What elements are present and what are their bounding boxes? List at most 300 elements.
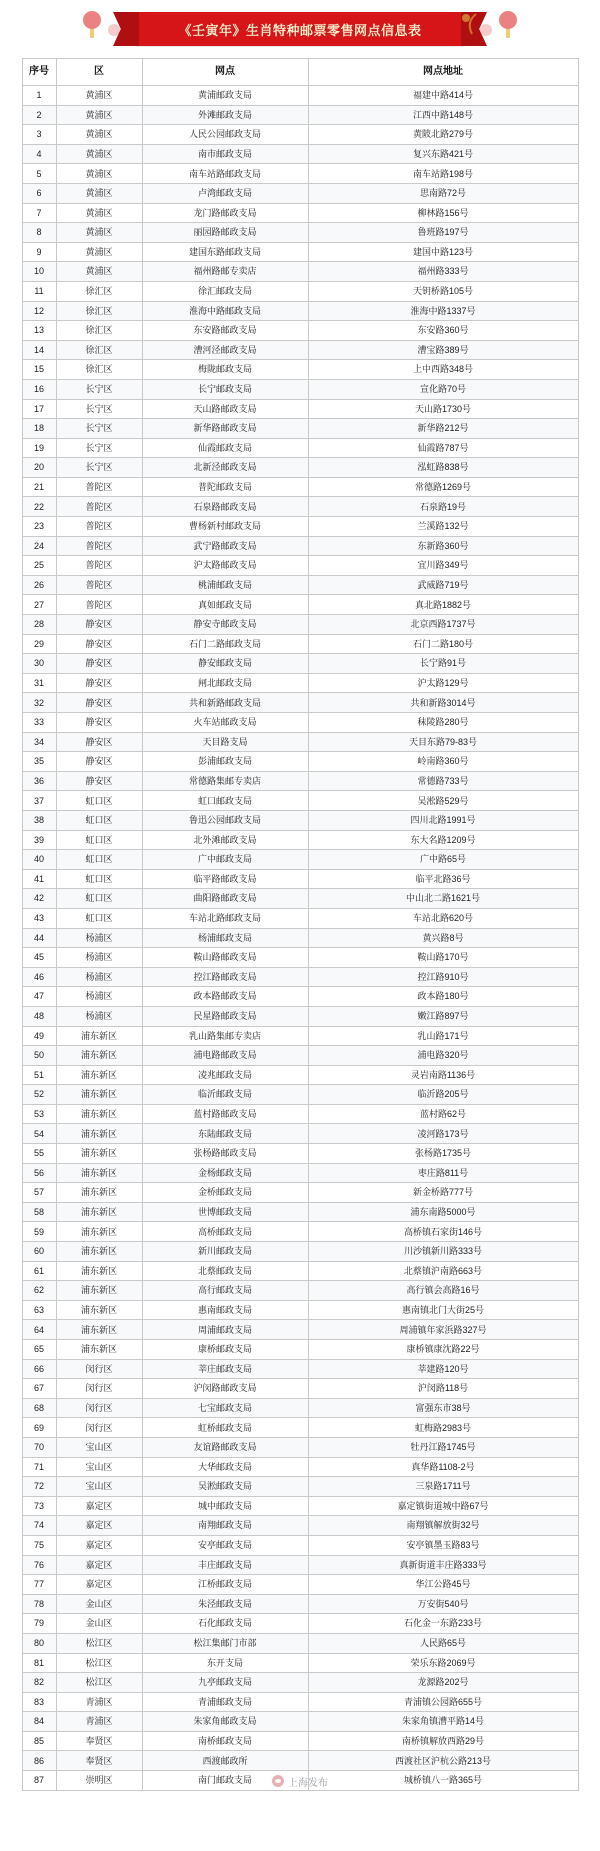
- cell-outlet: 九亭邮政支局: [142, 1673, 308, 1693]
- cell-index: 58: [22, 1202, 56, 1222]
- watermark-label: 上海发布: [288, 1777, 328, 1789]
- cell-index: 84: [22, 1712, 56, 1732]
- table-row: [22, 1751, 578, 1771]
- cell-outlet: 南翔邮政支局: [142, 1516, 308, 1536]
- cell-outlet: 东陆邮政支局: [142, 1124, 308, 1144]
- cell-outlet: 建国东路邮政支局: [142, 242, 308, 262]
- table-row: [22, 1496, 578, 1516]
- cell-district: 杨浦区: [56, 928, 142, 948]
- cell-outlet: 七宝邮政支局: [142, 1398, 308, 1418]
- cell-address: 复兴东路421号: [308, 144, 578, 164]
- cell-outlet: 康桥邮政支局: [142, 1340, 308, 1360]
- cell-district: 静安区: [56, 615, 142, 635]
- table-row: [22, 595, 578, 615]
- cell-address: 秣陵路280号: [308, 713, 578, 733]
- cell-index: 63: [22, 1300, 56, 1320]
- cell-index: 77: [22, 1575, 56, 1595]
- cell-index: 32: [22, 693, 56, 713]
- cell-outlet: 南门邮政支局: [142, 1771, 308, 1791]
- cell-index: 11: [22, 281, 56, 301]
- cell-district: 浦东新区: [56, 1026, 142, 1046]
- column-header-index: 序号: [22, 59, 56, 86]
- cell-index: 41: [22, 869, 56, 889]
- cell-outlet: 杨浦邮政支局: [142, 928, 308, 948]
- table-row: [22, 340, 578, 360]
- cell-address: 东安路360号: [308, 321, 578, 341]
- table-row: [22, 86, 578, 106]
- cell-outlet: 沪太路邮政支局: [142, 556, 308, 576]
- cell-district: 宝山区: [56, 1437, 142, 1457]
- cell-index: 50: [22, 1046, 56, 1066]
- cell-index: 65: [22, 1340, 56, 1360]
- cell-outlet: 朱家角邮政支局: [142, 1712, 308, 1732]
- cell-address: 临沂路205号: [308, 1085, 578, 1105]
- cell-address: 南翔镇解放街32号: [308, 1516, 578, 1536]
- cell-address: 沪闵路118号: [308, 1379, 578, 1399]
- cell-district: 松江区: [56, 1673, 142, 1693]
- cell-outlet: 黄浦邮政支局: [142, 86, 308, 106]
- cell-district: 普陀区: [56, 536, 142, 556]
- cell-outlet: 南桥邮政支局: [142, 1731, 308, 1751]
- table-row: [22, 1320, 578, 1340]
- cell-outlet: 车站北路邮政支局: [142, 908, 308, 928]
- cell-index: 39: [22, 830, 56, 850]
- cell-district: 徐汇区: [56, 360, 142, 380]
- cell-outlet: 民星路邮政支局: [142, 1006, 308, 1026]
- cell-address: 南车站路198号: [308, 164, 578, 184]
- cell-district: 静安区: [56, 673, 142, 693]
- cell-district: 徐汇区: [56, 281, 142, 301]
- table-row: [22, 1281, 578, 1301]
- cell-index: 7: [22, 203, 56, 223]
- cell-outlet: 卢湾邮政支局: [142, 183, 308, 203]
- cell-address: 乳山路171号: [308, 1026, 578, 1046]
- cell-address: 真华路1108-2号: [308, 1457, 578, 1477]
- cell-address: 荣乐东路2069号: [308, 1653, 578, 1673]
- cell-address: 福建中路414号: [308, 86, 578, 106]
- table-row: [22, 125, 578, 145]
- cell-index: 19: [22, 438, 56, 458]
- cell-district: 虹口区: [56, 830, 142, 850]
- cell-index: 60: [22, 1242, 56, 1262]
- table-row: [22, 987, 578, 1007]
- banner-plate: [135, 12, 465, 46]
- cell-address: 康桥镇康沈路22号: [308, 1340, 578, 1360]
- cell-address: 西渡社区沪杭公路213号: [308, 1751, 578, 1771]
- cell-outlet: 金桥邮政支局: [142, 1183, 308, 1203]
- table-row: [22, 654, 578, 674]
- cell-district: 闵行区: [56, 1359, 142, 1379]
- cell-index: 74: [22, 1516, 56, 1536]
- cell-index: 87: [22, 1771, 56, 1791]
- cell-address: 天钥桥路105号: [308, 281, 578, 301]
- cell-address: 北京西路1737号: [308, 615, 578, 635]
- cell-address: 石泉路19号: [308, 497, 578, 517]
- cell-district: 青浦区: [56, 1692, 142, 1712]
- cell-district: 黄浦区: [56, 183, 142, 203]
- cell-district: 闵行区: [56, 1379, 142, 1399]
- cell-address: 真北路1882号: [308, 595, 578, 615]
- cell-district: 虹口区: [56, 889, 142, 909]
- cell-index: 33: [22, 713, 56, 733]
- cell-index: 43: [22, 908, 56, 928]
- cell-index: 27: [22, 595, 56, 615]
- table-row: [22, 301, 578, 321]
- cell-address: 川沙镇新川路333号: [308, 1242, 578, 1262]
- cell-index: 83: [22, 1692, 56, 1712]
- cell-address: 牡丹江路1745号: [308, 1437, 578, 1457]
- table-row: [22, 223, 578, 243]
- cell-district: 虹口区: [56, 791, 142, 811]
- cell-district: 金山区: [56, 1614, 142, 1634]
- table-row: [22, 1653, 578, 1673]
- table-row: [22, 1222, 578, 1242]
- cell-outlet: 鞍山路邮政支局: [142, 948, 308, 968]
- cell-district: 普陀区: [56, 477, 142, 497]
- table-row: [22, 1379, 578, 1399]
- cell-district: 黄浦区: [56, 105, 142, 125]
- cell-district: 浦东新区: [56, 1104, 142, 1124]
- table-row: [22, 1144, 578, 1164]
- cell-district: 嘉定区: [56, 1516, 142, 1536]
- cell-address: 嫩江路897号: [308, 1006, 578, 1026]
- cell-district: 杨浦区: [56, 948, 142, 968]
- cell-index: 56: [22, 1163, 56, 1183]
- cell-district: 黄浦区: [56, 223, 142, 243]
- cell-district: 杨浦区: [56, 967, 142, 987]
- table-row: [22, 908, 578, 928]
- cell-district: 长宁区: [56, 438, 142, 458]
- cell-address: 建国中路123号: [308, 242, 578, 262]
- table-row: [22, 1398, 578, 1418]
- cell-address: 常德路1269号: [308, 477, 578, 497]
- cell-district: 虹口区: [56, 850, 142, 870]
- column-header-district: 区: [56, 59, 142, 86]
- cell-address: 嘉定镇街道城中路67号: [308, 1496, 578, 1516]
- cell-index: 29: [22, 634, 56, 654]
- cell-address: 黄兴路8号: [308, 928, 578, 948]
- cell-outlet: 福州路邮专卖店: [142, 262, 308, 282]
- cell-index: 34: [22, 732, 56, 752]
- cell-index: 49: [22, 1026, 56, 1046]
- table-row: [22, 1575, 578, 1595]
- cell-address: 三泉路1711号: [308, 1477, 578, 1497]
- table-header-row: [22, 59, 578, 86]
- cell-address: 新华路212号: [308, 419, 578, 439]
- column-header-address: 网点地址: [308, 59, 578, 86]
- cell-address: 岭南路360号: [308, 752, 578, 772]
- cell-address: 鲁班路197号: [308, 223, 578, 243]
- cell-address: 人民路65号: [308, 1633, 578, 1653]
- cell-district: 长宁区: [56, 379, 142, 399]
- cell-address: 车站北路620号: [308, 908, 578, 928]
- cell-outlet: 静安邮政支局: [142, 654, 308, 674]
- cell-index: 3: [22, 125, 56, 145]
- cell-index: 86: [22, 1751, 56, 1771]
- table-row: [22, 1202, 578, 1222]
- cell-district: 浦东新区: [56, 1065, 142, 1085]
- table-row: [22, 869, 578, 889]
- table-row: [22, 948, 578, 968]
- cell-index: 18: [22, 419, 56, 439]
- cell-address: 天山路1730号: [308, 399, 578, 419]
- cell-district: 普陀区: [56, 556, 142, 576]
- cell-district: 徐汇区: [56, 321, 142, 341]
- cell-index: 68: [22, 1398, 56, 1418]
- cell-address: 宣化路70号: [308, 379, 578, 399]
- cell-index: 53: [22, 1104, 56, 1124]
- cell-index: 71: [22, 1457, 56, 1477]
- table-row: [22, 497, 578, 517]
- table-row: [22, 634, 578, 654]
- column-header-outlet: 网点: [142, 59, 308, 86]
- cell-address: 广中路65号: [308, 850, 578, 870]
- cell-address: 漕宝路389号: [308, 340, 578, 360]
- cell-index: 12: [22, 301, 56, 321]
- cell-address: 高行镇会高路16号: [308, 1281, 578, 1301]
- cell-district: 浦东新区: [56, 1300, 142, 1320]
- cell-index: 81: [22, 1653, 56, 1673]
- cell-index: 22: [22, 497, 56, 517]
- cell-address: 枣庄路811号: [308, 1163, 578, 1183]
- cell-district: 虹口区: [56, 908, 142, 928]
- cell-index: 80: [22, 1633, 56, 1653]
- table-row: [22, 732, 578, 752]
- cell-district: 浦东新区: [56, 1183, 142, 1203]
- table-row: [22, 281, 578, 301]
- cell-index: 5: [22, 164, 56, 184]
- cell-outlet: 石化邮政支局: [142, 1614, 308, 1634]
- cell-index: 15: [22, 360, 56, 380]
- table-row: [22, 438, 578, 458]
- table-row: [22, 556, 578, 576]
- cell-index: 42: [22, 889, 56, 909]
- cell-district: 普陀区: [56, 575, 142, 595]
- cell-address: 江西中路148号: [308, 105, 578, 125]
- table-row: [22, 1516, 578, 1536]
- table-row: [22, 1418, 578, 1438]
- cell-index: 10: [22, 262, 56, 282]
- cell-outlet: 鲁迅公园邮政支局: [142, 810, 308, 830]
- cell-district: 松江区: [56, 1653, 142, 1673]
- cell-district: 浦东新区: [56, 1163, 142, 1183]
- cell-address: 富强东市38号: [308, 1398, 578, 1418]
- cell-index: 62: [22, 1281, 56, 1301]
- cell-address: 莘建路120号: [308, 1359, 578, 1379]
- cell-outlet: 高桥邮政支局: [142, 1222, 308, 1242]
- cell-index: 75: [22, 1535, 56, 1555]
- cell-district: 金山区: [56, 1594, 142, 1614]
- cell-outlet: 丰庄邮政支局: [142, 1555, 308, 1575]
- cell-outlet: 蓝村路邮政支局: [142, 1104, 308, 1124]
- cell-index: 85: [22, 1731, 56, 1751]
- cell-outlet: 松江集邮门市部: [142, 1633, 308, 1653]
- cell-address: 上中西路348号: [308, 360, 578, 380]
- cell-address: 中山北二路1621号: [308, 889, 578, 909]
- cell-outlet: 石门二路邮政支局: [142, 634, 308, 654]
- table-row: [22, 1633, 578, 1653]
- table-row: [22, 830, 578, 850]
- table-row: [22, 693, 578, 713]
- cell-address: 凌河路173号: [308, 1124, 578, 1144]
- cell-outlet: 新华路邮政支局: [142, 419, 308, 439]
- cell-district: 杨浦区: [56, 987, 142, 1007]
- cell-address: 石化金一东路233号: [308, 1614, 578, 1634]
- cell-address: 真新街道丰庄路333号: [308, 1555, 578, 1575]
- cell-outlet: 友谊路邮政支局: [142, 1437, 308, 1457]
- cell-index: 23: [22, 517, 56, 537]
- table-body: [22, 86, 578, 1791]
- cell-outlet: 桃浦邮政支局: [142, 575, 308, 595]
- table-row: [22, 1731, 578, 1751]
- cell-index: 78: [22, 1594, 56, 1614]
- cell-district: 浦东新区: [56, 1320, 142, 1340]
- watermark: [0, 1774, 600, 1789]
- cell-address: 福州路333号: [308, 262, 578, 282]
- cell-outlet: 彭浦邮政支局: [142, 752, 308, 772]
- cell-district: 静安区: [56, 693, 142, 713]
- cell-outlet: 东开支局: [142, 1653, 308, 1673]
- table-row: [22, 262, 578, 282]
- cell-outlet: 沪闵路邮政支局: [142, 1379, 308, 1399]
- table-row: [22, 1085, 578, 1105]
- cell-district: 虹口区: [56, 810, 142, 830]
- table-row: [22, 1183, 578, 1203]
- cell-outlet: 新川邮政支局: [142, 1242, 308, 1262]
- cell-outlet: 惠南邮政支局: [142, 1300, 308, 1320]
- cell-index: 9: [22, 242, 56, 262]
- cell-outlet: 石泉路邮政支局: [142, 497, 308, 517]
- cell-index: 52: [22, 1085, 56, 1105]
- table-row: [22, 1261, 578, 1281]
- cell-address: 思南路72号: [308, 183, 578, 203]
- cell-outlet: 朱泾邮政支局: [142, 1594, 308, 1614]
- table-row: [22, 321, 578, 341]
- banner-title: 《壬寅年》生肖特种邮票零售网点信息表: [178, 22, 422, 38]
- cell-index: 79: [22, 1614, 56, 1634]
- cell-address: 虹梅路2983号: [308, 1418, 578, 1438]
- weibo-logo-icon: [272, 1775, 284, 1787]
- cell-address: 高桥镇石家街146号: [308, 1222, 578, 1242]
- cell-address: 张杨路1735号: [308, 1144, 578, 1164]
- cell-index: 28: [22, 615, 56, 635]
- cell-index: 17: [22, 399, 56, 419]
- cell-address: 黄陂北路279号: [308, 125, 578, 145]
- cell-outlet: 广中邮政支局: [142, 850, 308, 870]
- cell-district: 黄浦区: [56, 86, 142, 106]
- cell-outlet: 凌兆邮政支局: [142, 1065, 308, 1085]
- cell-district: 黄浦区: [56, 262, 142, 282]
- cell-outlet: 北蔡邮政支局: [142, 1261, 308, 1281]
- cell-district: 静安区: [56, 654, 142, 674]
- table-row: [22, 752, 578, 772]
- cell-outlet: 人民公园邮政支局: [142, 125, 308, 145]
- cell-outlet: 虹桥邮政支局: [142, 1418, 308, 1438]
- table-row: [22, 164, 578, 184]
- cell-district: 浦东新区: [56, 1261, 142, 1281]
- cell-district: 浦东新区: [56, 1124, 142, 1144]
- cell-district: 浦东新区: [56, 1202, 142, 1222]
- cell-district: 徐汇区: [56, 340, 142, 360]
- cell-address: 吴淞路529号: [308, 791, 578, 811]
- table-row: [22, 379, 578, 399]
- cell-outlet: 南车站路邮政支局: [142, 164, 308, 184]
- cell-district: 宝山区: [56, 1477, 142, 1497]
- cell-district: 奉贤区: [56, 1751, 142, 1771]
- cell-index: 25: [22, 556, 56, 576]
- cell-index: 30: [22, 654, 56, 674]
- table-row: [22, 1555, 578, 1575]
- table-row: [22, 1065, 578, 1085]
- cell-outlet: 周浦邮政支局: [142, 1320, 308, 1340]
- table-row: [22, 144, 578, 164]
- cell-outlet: 仙霞邮政支局: [142, 438, 308, 458]
- cell-address: 四川北路1991号: [308, 810, 578, 830]
- cell-district: 静安区: [56, 732, 142, 752]
- cell-index: 73: [22, 1496, 56, 1516]
- table-header: [22, 59, 578, 86]
- cell-address: 天目东路79-83号: [308, 732, 578, 752]
- cell-index: 70: [22, 1437, 56, 1457]
- cell-index: 6: [22, 183, 56, 203]
- cell-index: 16: [22, 379, 56, 399]
- table-row: [22, 477, 578, 497]
- cell-district: 崇明区: [56, 1771, 142, 1791]
- cell-district: 徐汇区: [56, 301, 142, 321]
- cell-district: 嘉定区: [56, 1496, 142, 1516]
- cell-outlet: 静安寺邮政支局: [142, 615, 308, 635]
- table-row: [22, 183, 578, 203]
- cell-address: 共和新路3014号: [308, 693, 578, 713]
- table-row: [22, 203, 578, 223]
- cell-address: 宜川路349号: [308, 556, 578, 576]
- cell-outlet: 大华邮政支局: [142, 1457, 308, 1477]
- cell-district: 宝山区: [56, 1457, 142, 1477]
- cell-district: 浦东新区: [56, 1144, 142, 1164]
- cell-index: 35: [22, 752, 56, 772]
- cell-district: 长宁区: [56, 458, 142, 478]
- cell-district: 嘉定区: [56, 1555, 142, 1575]
- table-row: [22, 1712, 578, 1732]
- cell-district: 嘉定区: [56, 1575, 142, 1595]
- cell-address: 浦东南路5000号: [308, 1202, 578, 1222]
- cell-outlet: 西渡邮政所: [142, 1751, 308, 1771]
- cell-district: 松江区: [56, 1633, 142, 1653]
- cell-address: 泓虹路838号: [308, 458, 578, 478]
- cell-outlet: 乳山路集邮专卖店: [142, 1026, 308, 1046]
- cell-address: 惠南镇北门大街25号: [308, 1300, 578, 1320]
- table-row: [22, 575, 578, 595]
- table-row: [22, 1046, 578, 1066]
- cell-outlet: 曲阳路邮政支局: [142, 889, 308, 909]
- cell-index: 61: [22, 1261, 56, 1281]
- cell-index: 51: [22, 1065, 56, 1085]
- cell-outlet: 常德路集邮专卖店: [142, 771, 308, 791]
- cell-district: 闵行区: [56, 1398, 142, 1418]
- cell-outlet: 曹杨新村邮政支局: [142, 517, 308, 537]
- table-row: [22, 1026, 578, 1046]
- table-row: [22, 713, 578, 733]
- cell-index: 69: [22, 1418, 56, 1438]
- cell-index: 48: [22, 1006, 56, 1026]
- cell-outlet: 政本路邮政支局: [142, 987, 308, 1007]
- lantern-decoration-right-icon: [452, 4, 522, 54]
- cell-outlet: 莘庄邮政支局: [142, 1359, 308, 1379]
- cell-outlet: 外滩邮政支局: [142, 105, 308, 125]
- cell-outlet: 普陀邮政支局: [142, 477, 308, 497]
- cell-district: 静安区: [56, 713, 142, 733]
- cell-index: 8: [22, 223, 56, 243]
